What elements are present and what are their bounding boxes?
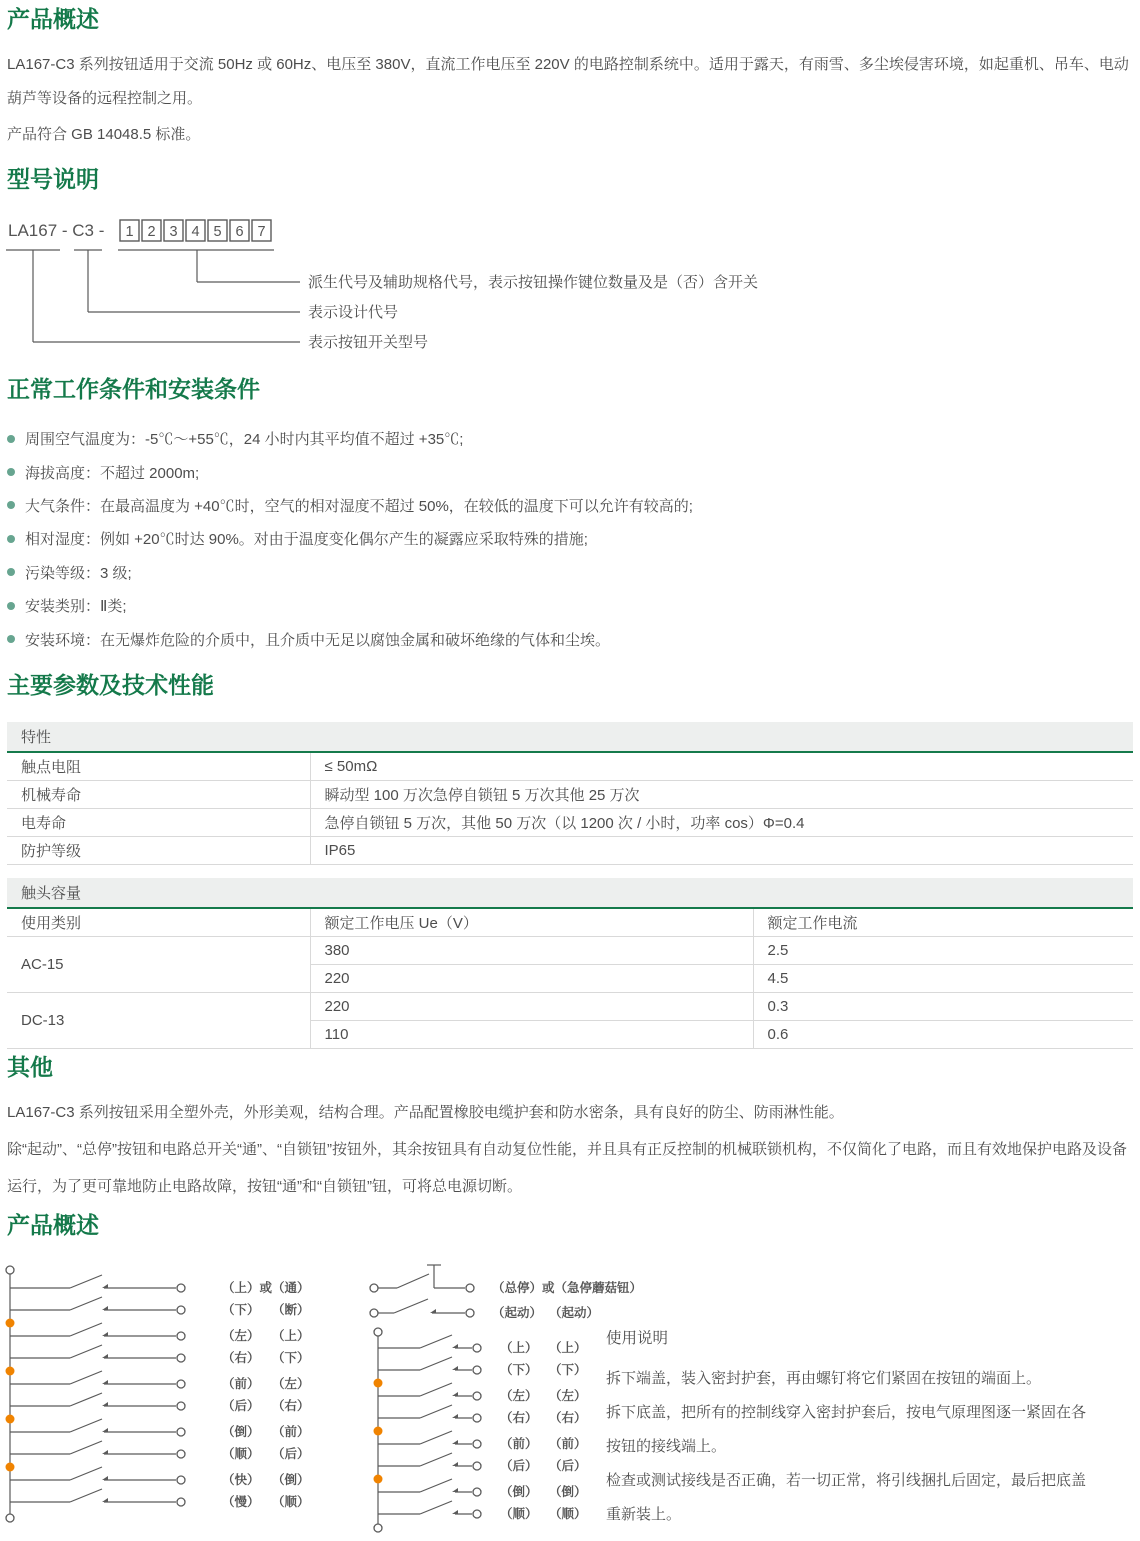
switch-label: （起动） <box>492 1306 543 1320</box>
table-header-row <box>7 908 1133 936</box>
condition-item <box>7 556 1133 589</box>
condition-item <box>7 589 1133 622</box>
model-number-diagram <box>0 212 1140 362</box>
model-digit-3: 3 <box>169 224 178 240</box>
voltage-value: 220 <box>310 992 753 1020</box>
other-paragraph-2: 除“起动”、“总停”按钮和电路总开关“通”、“自锁钮”按钮外，其余按钮具有自动复位性能，并且具有正反控制的机械联锁机构，不仅简化了电路，而且有效地保护电路及设备运行，为了更可靠地防止电路故障，按钮“通”和“自锁钮”钮，可将总电源切断。 <box>7 1141 1127 1195</box>
switch-label: （前） <box>272 1425 310 1439</box>
param-name: 防护等级 <box>7 836 310 864</box>
switch-label: （断） <box>272 1303 310 1317</box>
switch-label: （下） <box>272 1351 310 1365</box>
characteristics-table <box>7 722 1133 865</box>
section-title-conditions: 正常工作条件和安装条件 <box>7 376 260 402</box>
switch-label: （左） <box>500 1389 538 1403</box>
usage-line: 检查或测试接线是否正确，若一切正常，将引线捆扎后固定，最后把底盖 <box>606 1472 1087 1489</box>
switch-label: （上） <box>500 1341 538 1355</box>
model-digit-6: 6 <box>235 224 244 240</box>
condition-text: 安装类别：Ⅱ类; <box>25 598 127 616</box>
current-value: 2.5 <box>753 936 1133 964</box>
usage-title: 使用说明 <box>606 1330 669 1347</box>
bullet-icon <box>7 635 15 643</box>
table-row <box>7 836 1133 864</box>
switch-label: （后） <box>500 1459 538 1473</box>
table-row <box>7 752 1133 780</box>
switch-label: （顺） <box>549 1507 587 1521</box>
table-row <box>7 780 1133 808</box>
switch-label: （前） <box>500 1437 538 1451</box>
switch-label: （下） <box>549 1363 587 1377</box>
overview-paragraph-2: 产品符合 GB 14048.5 标准。 <box>7 126 201 143</box>
param-value: IP65 <box>310 836 1133 864</box>
switch-label: （右） <box>549 1411 587 1425</box>
current-value: 0.6 <box>753 1020 1133 1048</box>
condition-text: 安装环境：在无爆炸危险的介质中，且介质中无足以腐蚀金属和破坏绝缘的气体和尘埃。 <box>25 631 611 649</box>
bullet-icon <box>7 501 15 509</box>
wiring-diagram-right <box>370 1265 642 1532</box>
section-title-overview: 产品概述 <box>7 6 99 32</box>
param-value: ≤ 50mΩ <box>310 752 1133 780</box>
usage-instructions <box>606 1326 1140 1532</box>
bullet-icon <box>7 468 15 476</box>
switch-label: （右） <box>500 1411 538 1425</box>
table-row <box>7 936 1133 964</box>
switch-label: （快） <box>222 1473 260 1487</box>
section-title-other: 其他 <box>7 1054 53 1080</box>
switch-label: （顺） <box>272 1495 310 1509</box>
contact-capacity-table <box>7 878 1133 1049</box>
model-label-design: 表示设计代号 <box>308 304 399 321</box>
column-header: 额定工作电压 Ue（V） <box>310 908 753 936</box>
current-value: 0.3 <box>753 992 1133 1020</box>
bullet-icon <box>7 535 15 543</box>
table-band-title: 触头容量 <box>7 878 1133 908</box>
usage-line: 重新装上。 <box>606 1506 682 1523</box>
other-paragraph-1: LA167-C3 系列按钮采用全塑外壳，外形美观，结构合理。产品配置橡胶电缆护套和防水密条，具有良好的防尘、防雨淋性能。 <box>7 1104 844 1121</box>
switch-label: （上） <box>549 1341 587 1355</box>
use-category: AC-15 <box>7 936 310 992</box>
conditions-list <box>7 422 1133 656</box>
switch-label: （上）或（通） <box>222 1281 310 1295</box>
column-header: 额定工作电流 <box>753 908 1133 936</box>
column-header: 使用类别 <box>7 908 310 936</box>
model-digit-1: 1 <box>125 224 134 240</box>
param-name: 触点电阻 <box>7 752 310 780</box>
condition-item <box>7 522 1133 555</box>
wiring-diagram-left <box>6 1266 310 1522</box>
section-title-parameters: 主要参数及技术性能 <box>7 672 214 698</box>
condition-item <box>7 622 1133 655</box>
model-digit-7: 7 <box>257 224 266 240</box>
switch-label: （右） <box>222 1351 260 1365</box>
condition-text: 污染等级：3 级; <box>25 564 132 582</box>
switch-label: （下） <box>500 1363 538 1377</box>
model-digit-5: 5 <box>213 224 222 240</box>
usage-line: 拆下底盖，把所有的控制线穿入密封护套后，按电气原理图逐一紧固在各 <box>606 1404 1087 1421</box>
condition-item <box>7 422 1133 455</box>
switch-label: （倒） <box>222 1425 260 1439</box>
use-category: DC-13 <box>7 992 310 1048</box>
model-label-type: 表示按钮开关型号 <box>308 334 429 351</box>
switch-label: （左） <box>272 1377 310 1391</box>
condition-text: 海拔高度：不超过 2000m; <box>25 464 200 482</box>
section-title-diagrams: 产品概述 <box>7 1212 99 1238</box>
table-row <box>7 808 1133 836</box>
bullet-icon <box>7 568 15 576</box>
switch-label: （前） <box>549 1437 587 1451</box>
model-prefix: LA167 - C3 - <box>8 221 105 240</box>
bullet-icon <box>7 435 15 443</box>
condition-text: 周围空气温度为：-5℃～+55℃，24 小时内其平均值不超过 +35℃; <box>25 431 464 449</box>
param-value: 急停自锁钮 5 万次，其他 50 万次（以 1200 次 / 小时，功率 cos）Φ=0.4 <box>310 808 1133 836</box>
voltage-value: 110 <box>310 1020 753 1048</box>
switch-label: （倒） <box>500 1485 538 1499</box>
usage-line: 拆下端盖，装入密封护套，再由螺钉将它们紧固在按钮的端面上。 <box>606 1370 1042 1387</box>
switch-label: （起动） <box>549 1306 600 1320</box>
table-band-title: 特性 <box>7 722 1133 752</box>
model-digit-2: 2 <box>147 224 156 240</box>
param-name: 电寿命 <box>7 808 310 836</box>
switch-label: （前） <box>222 1377 260 1391</box>
condition-text: 大气条件：在最高温度为 +40℃时，空气的相对湿度不超过 50%，在较低的温度下可以允许有较高的; <box>25 497 693 515</box>
condition-item <box>7 489 1133 522</box>
param-name: 机械寿命 <box>7 780 310 808</box>
switch-label: （后） <box>272 1447 310 1461</box>
condition-text: 相对湿度：例如 +20℃时达 90%。对由于温度变化偶尔产生的凝露应采取特殊的措施; <box>25 531 588 549</box>
switch-label: （顺） <box>222 1447 260 1461</box>
switch-label: （右） <box>272 1399 310 1413</box>
condition-item <box>7 455 1133 488</box>
voltage-value: 220 <box>310 964 753 992</box>
switch-label: （左） <box>549 1389 587 1403</box>
switch-label: （倒） <box>272 1473 310 1487</box>
overview-paragraph-1: LA167-C3 系列按钮适用于交流 50Hz 或 60Hz、电压至 380V，直流工作电压至 220V 的电路控制系统中。适用于露天，有雨雪、多尘埃侵害环境，如起重机、吊车、电动葫芦等设备的远程控制之用。 <box>7 56 1129 107</box>
model-digit-4: 4 <box>191 224 200 240</box>
param-value: 瞬动型 100 万次急停自锁钮 5 万次其他 25 万次 <box>310 780 1133 808</box>
switch-label: （下） <box>222 1303 260 1317</box>
model-label-derivative: 派生代号及辅助规格代号，表示按钮操作键位数量及是（否）含开关 <box>308 274 759 291</box>
usage-line: 按钮的接线端上。 <box>606 1438 727 1455</box>
current-value: 4.5 <box>753 964 1133 992</box>
switch-label: （慢） <box>222 1495 260 1509</box>
table-row <box>7 992 1133 1020</box>
voltage-value: 380 <box>310 936 753 964</box>
switch-label: （后） <box>549 1459 587 1473</box>
switch-label: （左） <box>222 1329 260 1343</box>
switch-label: （上） <box>272 1329 310 1343</box>
switch-label: （后） <box>222 1399 260 1413</box>
section-title-model: 型号说明 <box>7 166 99 192</box>
switch-label: （总停）或（急停蘑菇钮） <box>492 1281 643 1295</box>
switch-label: （顺） <box>500 1507 538 1521</box>
switch-label: （倒） <box>549 1485 587 1499</box>
bullet-icon <box>7 602 15 610</box>
